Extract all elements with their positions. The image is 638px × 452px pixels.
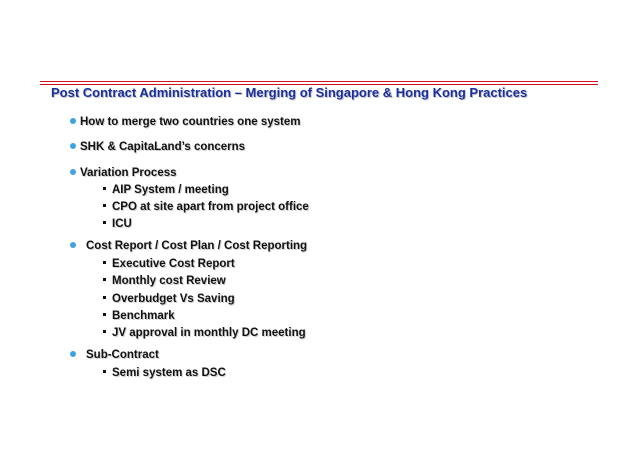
bullet-dot-icon [70, 351, 76, 357]
square-bullet-icon [103, 330, 106, 333]
square-bullet-icon [103, 278, 106, 281]
square-bullet-icon [103, 313, 106, 316]
bullet-item-label: SHK & CapitaLand’s concerns [80, 141, 246, 153]
sub-item [103, 367, 226, 379]
sub-item-label: Executive Cost Report [112, 258, 235, 270]
bullet-item-variation [70, 167, 177, 179]
square-bullet-icon [103, 296, 106, 299]
sub-item [103, 275, 226, 287]
sub-item-label: Overbudget Vs Saving [112, 293, 235, 305]
sub-item-label: AIP System / meeting [112, 184, 229, 196]
sub-item [103, 218, 132, 230]
square-bullet-icon [103, 261, 106, 264]
sub-item [103, 258, 235, 270]
bullet-dot-icon [70, 118, 76, 124]
bullet-item-concerns [70, 141, 245, 153]
sub-item-label: JV approval in monthly DC meeting [112, 327, 306, 339]
sub-item-label: Monthly cost Review [112, 275, 226, 287]
sub-item [103, 293, 235, 305]
sub-item [103, 201, 309, 213]
bullet-item-label: Variation Process [80, 167, 177, 179]
square-bullet-icon [103, 221, 106, 224]
sub-item-label: ICU [112, 218, 132, 230]
bullet-item-label: How to merge two countries one system [80, 116, 301, 128]
sub-item-label: CPO at site apart from project office [112, 201, 309, 213]
bullet-dot-icon [70, 169, 76, 175]
slide-title: Post Contract Administration – Merging of Singapore & Hong Kong Practices [51, 85, 528, 100]
bullet-dot-icon [70, 143, 76, 149]
sub-item-label: Semi system as DSC [112, 367, 226, 379]
bullet-item-label: Sub-Contract [86, 349, 159, 361]
bullet-dot-icon [70, 242, 76, 248]
bullet-item-label: Cost Report / Cost Plan / Cost Reporting [86, 240, 308, 252]
sub-item-label: Benchmark [112, 310, 175, 322]
sub-item [103, 310, 175, 322]
square-bullet-icon [103, 370, 106, 373]
square-bullet-icon [103, 204, 106, 207]
sub-item [103, 327, 306, 339]
bullet-item-merge [70, 116, 300, 128]
square-bullet-icon [103, 187, 106, 190]
bullet-item-sub-contract [70, 349, 159, 361]
sub-item [103, 184, 229, 196]
title-rule-top [40, 81, 598, 82]
bullet-item-cost-report [70, 240, 307, 252]
